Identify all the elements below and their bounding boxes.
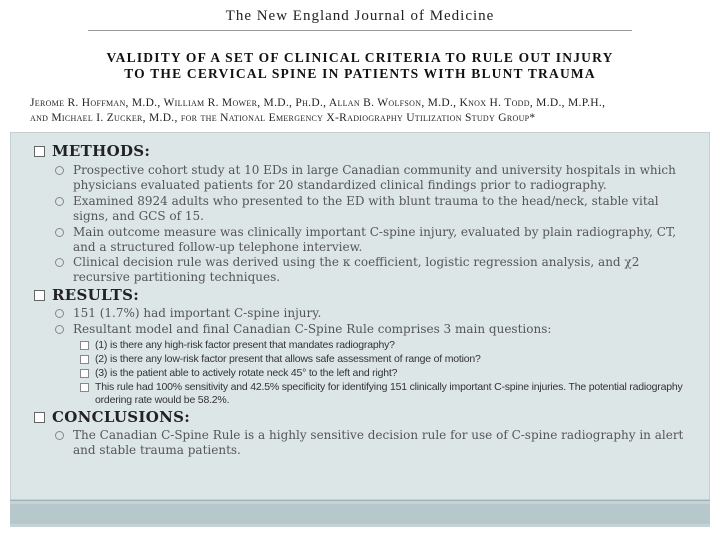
results-subitem-4-text: This rule had 100% sensitivity and 42.5% specificity for identifying 151 clinically important C-spine injuries. The potential radiography ordering rate would be 58.2%.: [95, 381, 683, 406]
methods-item-2: [73, 194, 693, 223]
conclusions-item-1-text: The Canadian C-Spine Rule is a highly sensitive decision rule for use of C-spine radiography in alert and stable trauma patients.: [73, 428, 684, 457]
journal-name: The New England Journal of Medicine: [225, 8, 495, 24]
article-title-line-2: TO THE CERVICAL SPINE IN PATIENTS WITH BLUNT TRAUMA: [124, 66, 596, 81]
results-subitem-2-text: (2) is there any low-risk factor present that allows safe assessment of range of motion?: [95, 353, 481, 365]
conclusions-item-1: [73, 428, 693, 457]
circle-bullet-icon: [55, 228, 64, 237]
article-title: [0, 50, 720, 82]
methods-item-4-text: Clinical decision rule was derived using the κ coefficient, logistic regression analysis, and χ2 recursive partitioning techniques.: [73, 255, 640, 284]
results-subitem-2: [95, 353, 695, 366]
results-item-1-text: 151 (1.7%) had important C-spine injury.: [73, 306, 322, 320]
results-item-2-text: Resultant model and final Canadian C-Spine Rule comprises 3 main questions:: [73, 322, 552, 336]
methods-item-1: [73, 163, 693, 192]
methods-item-4: [73, 255, 693, 284]
methods-heading: METHODS:: [52, 142, 151, 160]
circle-bullet-icon: [55, 166, 64, 175]
results-subitem-1: [95, 339, 695, 352]
results-subitem-3: [95, 367, 695, 380]
circle-bullet-icon: [55, 309, 64, 318]
circle-bullet-icon: [55, 431, 64, 440]
methods-item-2-text: Examined 8924 adults who presented to the ED with blunt trauma to the head/neck, stable vital signs, and GCS of 15.: [73, 194, 659, 223]
footer-bar: [10, 500, 710, 527]
methods-item-3-text: Main outcome measure was clinically important C-spine injury, evaluated by plain radiography, CT, and a structured follow-up telephone interview.: [73, 225, 677, 254]
journal-header-image: [0, 0, 720, 132]
methods-item-1-text: Prospective cohort study at 10 EDs in large Canadian community and university hospitals in which physicians evaluated patients for 20 standardized clinical findings prior to radiography.: [73, 163, 676, 192]
methods-item-3: [73, 225, 693, 254]
article-title-line-1: VALIDITY OF A SET OF CLINICAL CRITERIA TO RULE OUT INJURY: [106, 50, 614, 65]
conclusions-heading: CONCLUSIONS:: [52, 408, 191, 426]
square-bullet-icon: [80, 369, 89, 378]
author-list: [30, 96, 700, 126]
methods-bullet-icon: [34, 146, 45, 157]
square-bullet-icon: [80, 355, 89, 364]
circle-bullet-icon: [55, 325, 64, 334]
author-line-1: Jerome R. Hoffman, M.D., William R. Mower, M.D., Ph.D., Allan B. Wolfson, M.D., Knox H. Todd, M.D., M.P.H.,: [30, 97, 606, 109]
square-bullet-icon: [80, 341, 89, 350]
conclusions-bullet-icon: [34, 412, 45, 423]
author-line-2: and Michael I. Zucker, M.D., for the National Emergency X-Radiography Utilization Study Group*: [30, 112, 536, 124]
square-bullet-icon: [80, 383, 89, 392]
results-item-2: [73, 322, 693, 337]
footer-band: [10, 504, 710, 524]
circle-bullet-icon: [55, 258, 64, 267]
results-heading: RESULTS:: [52, 286, 140, 304]
circle-bullet-icon: [55, 197, 64, 206]
results-subitem-4: [95, 381, 695, 407]
results-bullet-icon: [34, 290, 45, 301]
results-subitem-3-text: (3) is the patient able to actively rotate neck 45° to the left and right?: [95, 367, 398, 379]
journal-divider: [88, 30, 632, 31]
results-subitem-1-text: (1) is there any high-risk factor present that mandates radiography?: [95, 339, 395, 351]
results-item-1: [73, 306, 693, 321]
